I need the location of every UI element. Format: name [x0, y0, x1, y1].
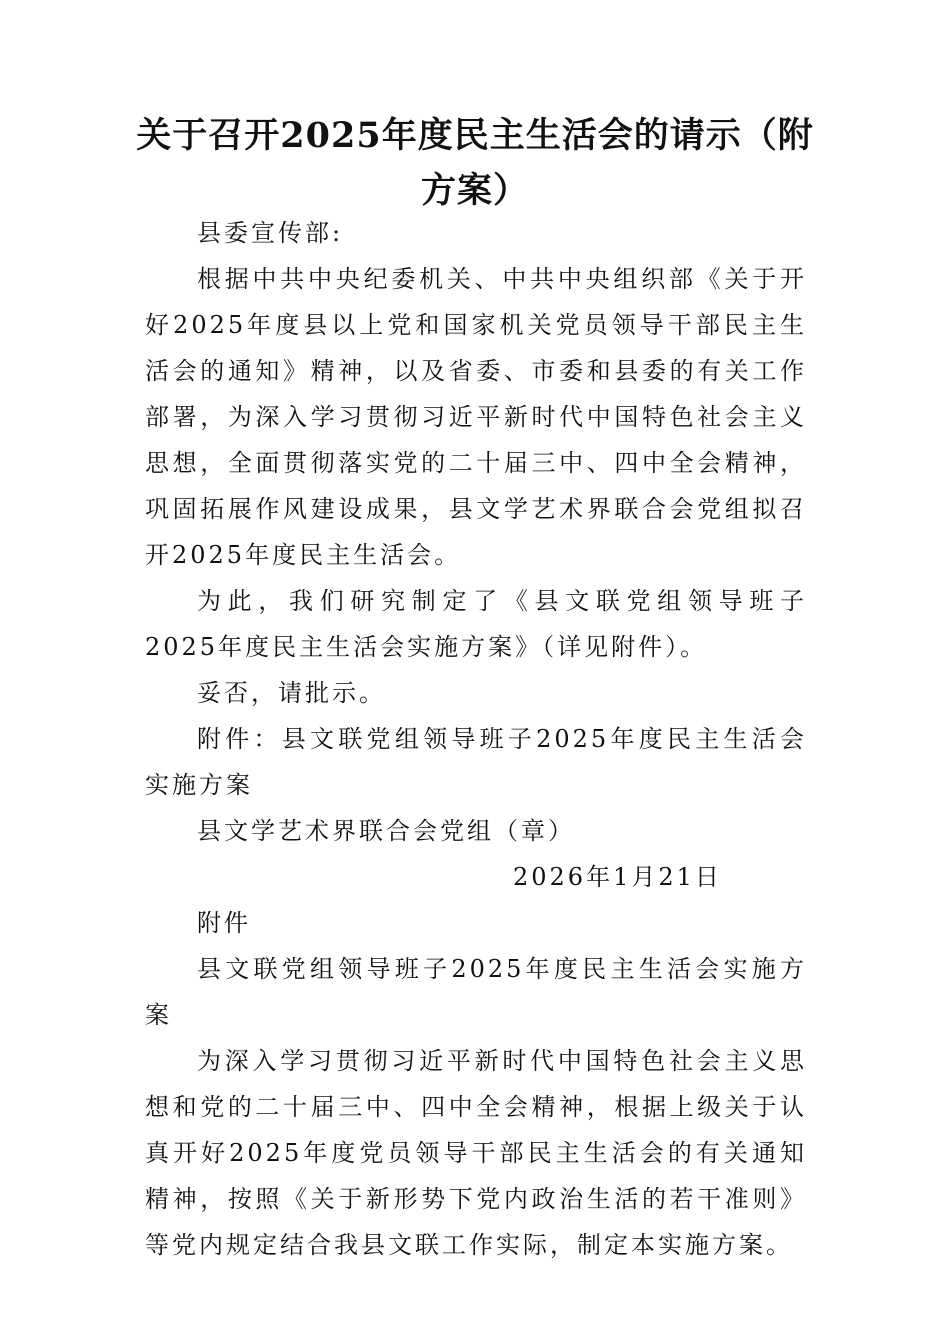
attachment-label: 附件	[197, 909, 251, 937]
attachment-title: 县文联党组领导班子2025年度民主生活会实施方案	[145, 955, 807, 1029]
paragraph-attachment-note: 附件：县文联党组领导班子2025年度民主生活会实施方案	[145, 725, 807, 799]
document-date: 2026年1月21日	[513, 863, 722, 891]
signature: 县文学艺术界联合会党组（章）	[197, 817, 575, 845]
addressee: 县委宣传部:	[197, 219, 344, 247]
attachment-intro: 为深入学习贯彻习近平新时代中国特色社会主义思想和党的二十届三中、四中全会精神，根据上级关于认真开好2025年度党员领导干部民主生活会的有关通知精神，按照《关于新形势下党内政治生活的若干准则》等党内规定结合我县文联工作实际，制定本实施方案。	[145, 1047, 807, 1259]
document-body	[145, 210, 807, 1268]
paragraph-request-basis: 根据中共中央纪委机关、中共中央组织部《关于开好2025年度县以上党和国家机关党员领导干部民主生活会的通知》精神，以及省委、市委和县委的有关工作部署，为深入学习贯彻习近平新时代中国特色社会主义思想，全面贯彻落实党的二十届三中、四中全会精神，巩固拓展作风建设成果，县文学艺术界联合会党组拟召开2025年度民主生活会。	[145, 265, 807, 569]
document-title: 关于召开2025年度民主生活会的请示（附方案）	[136, 115, 814, 211]
paragraph-approval-request: 妥否，请批示。	[197, 679, 386, 707]
paragraph-plan-reference: 为此，我们研究制定了《县文联党组领导班子2025年度民主生活会实施方案》（详见附件）。	[145, 587, 807, 661]
